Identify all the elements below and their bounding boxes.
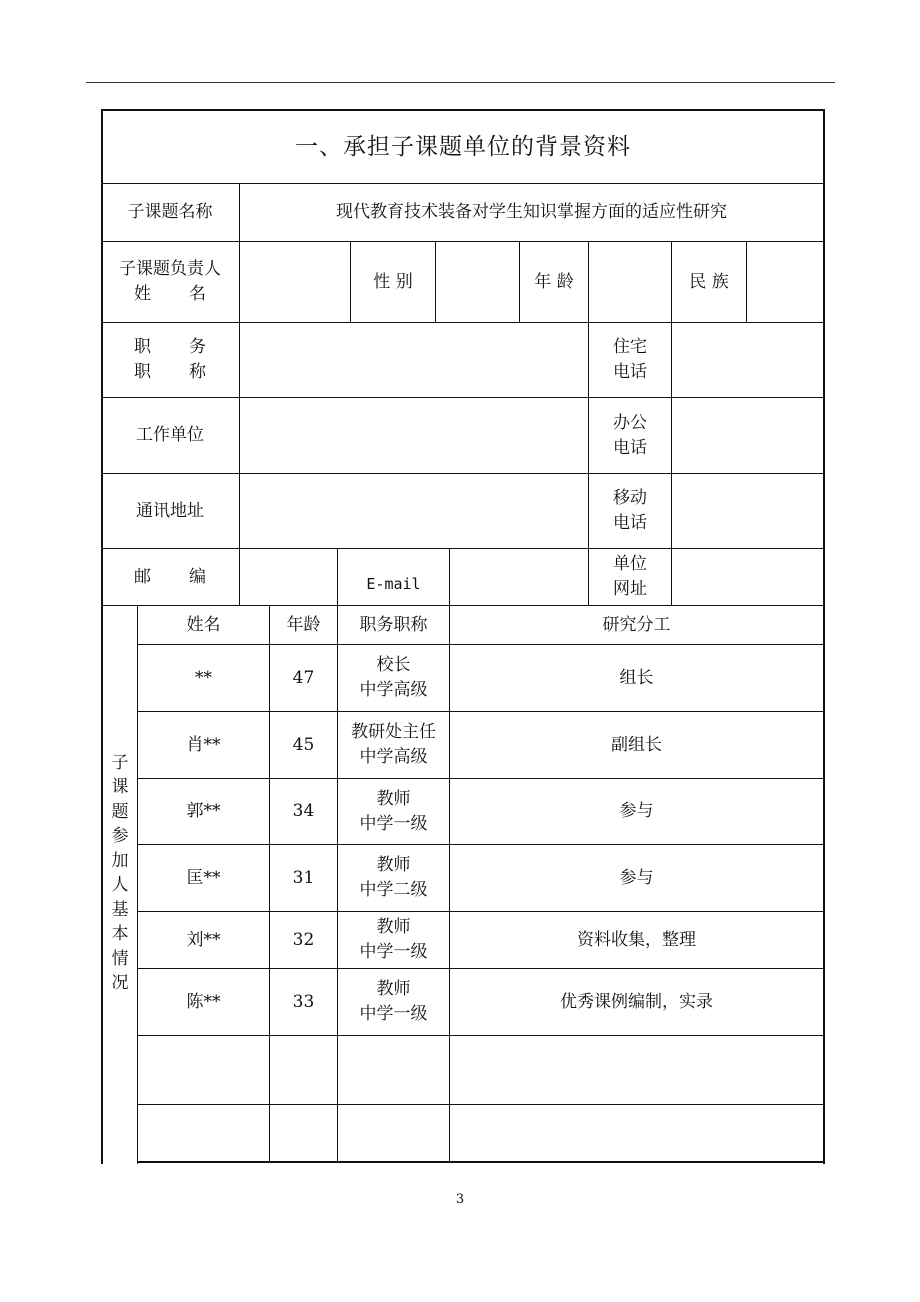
member-role: 资料收集，整理 (577, 929, 696, 950)
empty-age-cell[interactable] (270, 1105, 337, 1161)
mobile-phone-label (589, 474, 671, 548)
member-age: 34 (292, 801, 315, 821)
member-role: 副组长 (611, 734, 662, 755)
leader-name-field[interactable] (240, 242, 350, 322)
member-title (338, 912, 449, 968)
side-label-char: 参 (111, 826, 129, 846)
subject-name-label: 子课题名称 (127, 202, 213, 222)
column-header-name: 姓名 (186, 614, 221, 635)
side-label-char: 情 (111, 948, 129, 969)
member-role: 组长 (619, 667, 654, 688)
member-name: 郭** (186, 801, 221, 821)
empty-name-cell[interactable] (138, 1105, 269, 1161)
member-title-line1: 教师 (376, 855, 411, 875)
website-field[interactable] (672, 549, 823, 605)
column-header-age: 年龄 (286, 614, 321, 635)
postcode-label-char-2: 编 (189, 566, 206, 587)
side-label-char: 基 (111, 899, 129, 920)
member-role: 参与 (619, 867, 654, 888)
member-age: 47 (292, 667, 315, 688)
member-title-line2: 中学二级 (359, 880, 428, 900)
table-border-right (823, 109, 825, 1164)
gender-label: 性 别 (373, 271, 413, 292)
address-label: 通讯地址 (136, 500, 204, 521)
member-title (338, 712, 449, 778)
empty-age-cell[interactable] (270, 1036, 337, 1104)
member-title (338, 969, 449, 1035)
background-info-table (101, 109, 825, 1164)
side-label-char: 况 (111, 973, 129, 993)
address-field[interactable] (240, 474, 588, 548)
column-header-role: 研究分工 (602, 614, 671, 635)
member-age: 32 (292, 929, 315, 950)
age-label: 年 龄 (534, 271, 574, 292)
member-title-line2: 中学高级 (359, 680, 428, 700)
member-title-line2: 中学一级 (359, 1004, 428, 1024)
member-title-line1: 教师 (376, 788, 411, 809)
side-label-char: 人 (111, 875, 129, 895)
office-phone-label-line1: 办公 (613, 412, 647, 433)
member-age: 31 (292, 867, 315, 888)
header-rule (86, 82, 835, 83)
email-field[interactable] (450, 549, 588, 605)
home-phone-label-line1: 住宅 (613, 337, 647, 357)
side-label-char: 子 (111, 752, 129, 773)
office-phone-field[interactable] (672, 398, 823, 473)
member-age: 33 (292, 991, 315, 1012)
member-title-line2: 中学高级 (359, 747, 428, 767)
member-title (338, 845, 449, 911)
member-title-line1: 校长 (376, 655, 411, 675)
side-label-char: 加 (111, 850, 129, 871)
postcode-label-char-1: 邮 (134, 566, 151, 587)
office-phone-label (589, 398, 671, 473)
position-label-char-2: 务 (189, 337, 206, 357)
age-field[interactable] (589, 242, 671, 322)
position-label-char-1: 职 (134, 337, 151, 357)
page-number: 3 (455, 1192, 465, 1207)
member-title-line2: 中学一级 (359, 942, 428, 962)
leader-label-char-2: 名 (189, 284, 206, 304)
website-label-line2: 网址 (613, 579, 647, 599)
office-phone-label-line2: 电话 (613, 437, 647, 458)
leader-label (101, 242, 239, 322)
position-title-label (101, 323, 239, 397)
empty-name-cell[interactable] (138, 1036, 269, 1104)
member-title-line1: 教师 (376, 917, 411, 937)
work-unit-field[interactable] (240, 398, 588, 473)
member-title (338, 645, 449, 711)
mobile-phone-label-line1: 移动 (613, 488, 647, 508)
website-label (589, 549, 671, 605)
member-name: ** (195, 667, 212, 688)
member-title-line1: 教师 (376, 979, 411, 999)
empty-role-cell[interactable] (450, 1036, 823, 1104)
member-title-line2: 中学一级 (359, 813, 428, 834)
column-header-title: 职务职称 (359, 614, 428, 635)
website-label-line1: 单位 (613, 554, 647, 574)
member-name: 肖** (186, 734, 221, 755)
member-name: 匡** (186, 867, 221, 888)
member-age: 45 (292, 734, 315, 755)
members-side-label (103, 606, 137, 1162)
empty-title-cell[interactable] (338, 1105, 449, 1161)
member-title-line1: 教研处主任 (351, 722, 436, 742)
member-name: 陈** (186, 991, 221, 1012)
empty-role-cell[interactable] (450, 1105, 823, 1161)
subject-name-value: 现代教育技术装备对学生知识掌握方面的适应性研究 (336, 202, 727, 222)
leader-label-line1: 子课题负责人 (119, 259, 221, 279)
side-label-char: 课 (111, 777, 129, 797)
postcode-field[interactable] (240, 549, 337, 605)
email-label: E-mail (366, 574, 421, 593)
page-title: 一、承担子课题单位的背景资料 (295, 133, 631, 160)
postcode-label (101, 549, 239, 605)
side-label-char: 本 (111, 924, 129, 944)
ethnicity-field[interactable] (747, 242, 823, 322)
leader-label-char-1: 姓 (134, 284, 151, 304)
member-role: 参与 (619, 801, 654, 821)
mobile-phone-field[interactable] (672, 474, 823, 548)
side-label-char: 题 (111, 801, 129, 822)
empty-title-cell[interactable] (338, 1036, 449, 1104)
home-phone-field[interactable] (672, 323, 823, 397)
title-label-char-1: 职 (134, 362, 151, 382)
title-label-char-2: 称 (189, 362, 206, 382)
member-name: 刘** (186, 929, 221, 950)
member-title (338, 779, 449, 844)
home-phone-label (589, 323, 671, 397)
work-unit-label: 工作单位 (136, 425, 204, 445)
ethnicity-label: 民 族 (689, 271, 729, 292)
gender-field[interactable] (436, 242, 519, 322)
table-border-bottom (137, 1161, 825, 1163)
home-phone-label-line2: 电话 (613, 362, 647, 382)
position-title-field[interactable] (240, 323, 588, 397)
member-role: 优秀课例编制，实录 (560, 991, 713, 1012)
mobile-phone-label-line2: 电话 (613, 513, 647, 533)
